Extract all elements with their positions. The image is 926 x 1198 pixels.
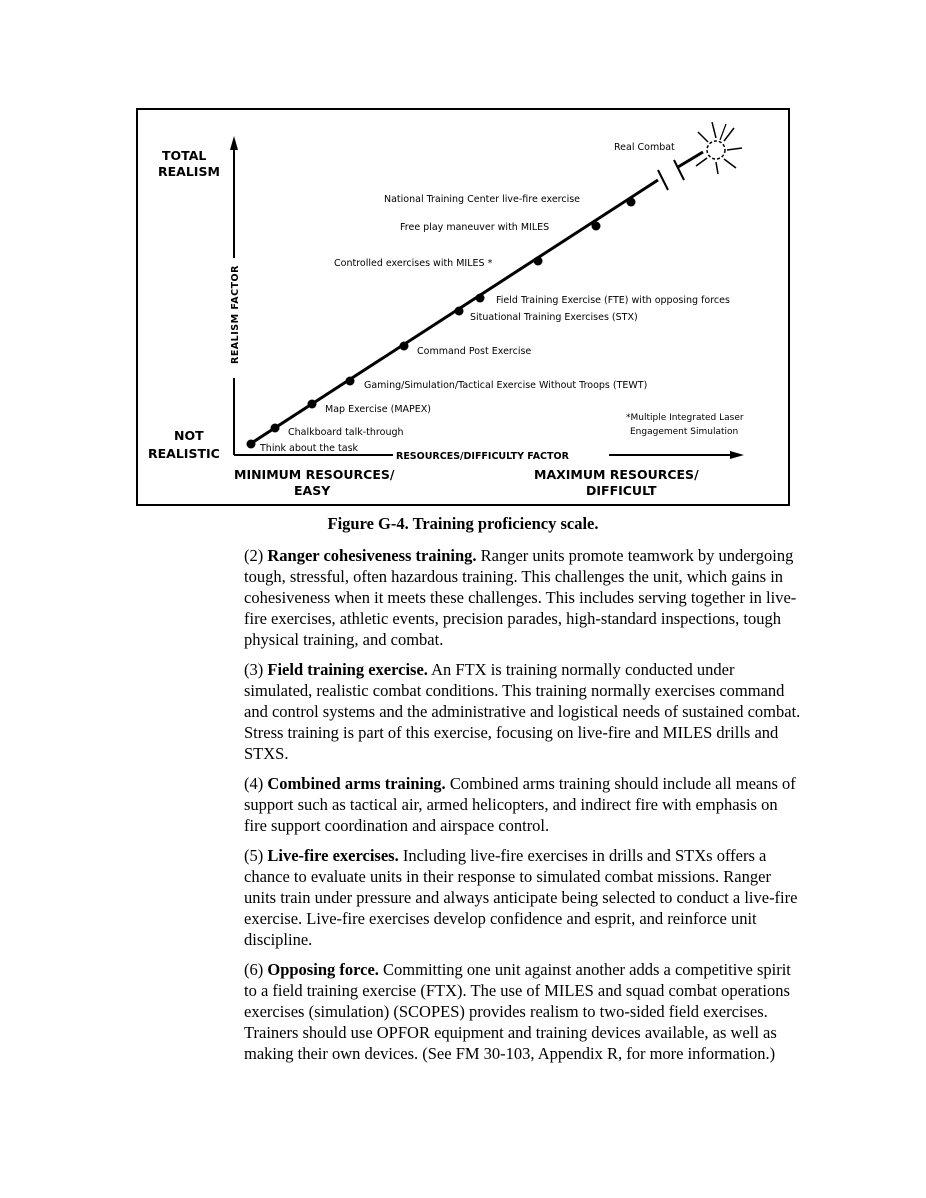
label-mapex: Map Exercise (MAPEX) xyxy=(325,404,431,415)
point-free-play-miles xyxy=(592,222,601,231)
paragraph-field-training xyxy=(244,659,804,764)
label-controlled-miles: Controlled exercises with MILES * xyxy=(334,258,493,269)
point-controlled-miles xyxy=(534,257,543,266)
paragraph-combined-arms xyxy=(244,773,804,836)
paragraph-heading: Ranger cohesiveness training. xyxy=(267,546,477,565)
paragraph-number: (6) xyxy=(244,960,264,979)
paragraph-ranger-cohesiveness xyxy=(244,545,804,650)
y-top-label-line1: TOTAL xyxy=(162,148,207,163)
y-axis-arrowhead xyxy=(230,136,238,150)
footnote-line2: Engagement Simulation xyxy=(630,427,739,437)
point-stx xyxy=(455,307,464,316)
point-ntc xyxy=(627,198,636,207)
paragraph-opposing-force xyxy=(244,959,804,1064)
x-right-label-line1: MAXIMUM RESOURCES/ xyxy=(534,467,699,482)
point-chalkboard xyxy=(271,424,280,433)
x-right-label-line2: DIFFICULT xyxy=(586,483,657,498)
paragraph-heading: Live-fire exercises. xyxy=(267,846,399,865)
y-bottom-label-line1: NOT xyxy=(174,428,204,443)
label-fte: Field Training Exercise (FTE) with opposing forces xyxy=(496,295,730,306)
point-command-post xyxy=(400,342,409,351)
paragraph-text: Including live-fire exercises in drills and STXs offers a chance to evaluate units in their response to simulated combat missions. Ranger units train under pressure and always anticipate being selected to conduct a live-fire exercise. Live-fire exercises develop confidence and esprit, and reinforce unit discipline. xyxy=(244,846,798,949)
paragraph-number: (5) xyxy=(244,846,264,865)
paragraph-heading: Combined arms training. xyxy=(267,774,446,793)
figure-caption: Figure G-4. Training proficiency scale. xyxy=(327,514,599,533)
break-mark-1 xyxy=(658,170,668,190)
paragraph-text: Committing one unit against another adds a competitive spirit to a field training exercise (FTX). The use of MILES and squad combat operations exercises (simulation) (SCOPES) provides realism to two-sided field exercises. Trainers should use OPFOR equipment and training devices available, as well as making their own devices. (See FM 30-103, Appendix R, for more information.) xyxy=(244,960,791,1063)
point-mapex xyxy=(308,400,317,409)
label-ntc: National Training Center live-fire exercise xyxy=(384,194,581,205)
point-gaming-tewt xyxy=(346,377,355,386)
progression-line-final xyxy=(678,152,703,167)
y-bottom-label-line2: REALISTIC xyxy=(148,446,220,461)
footnote-line1: *Multiple Integrated Laser xyxy=(626,413,744,423)
label-command-post: Command Post Exercise xyxy=(417,346,532,357)
paragraph-number: (2) xyxy=(244,546,264,565)
point-think-about-task xyxy=(247,440,256,449)
body-text xyxy=(244,545,804,1073)
paragraph-number: (3) xyxy=(244,660,264,679)
point-fte xyxy=(476,294,485,303)
paragraph-text: Ranger units promote teamwork by undergoing tough, stressful, often hazardous training. This challenges the unit, which gains in cohesiveness when it meets these challenges. This includes serving together in live-fire exercises, athletic events, precision parades, high-standard inspections, tough physical training, and combat. xyxy=(244,546,797,649)
paragraph-heading: Field training exercise. xyxy=(267,660,428,679)
x-axis-arrowhead xyxy=(730,451,744,459)
label-real-combat: Real Combat xyxy=(614,142,675,153)
x-left-label-line2: EASY xyxy=(294,483,331,498)
paragraph-heading: Opposing force. xyxy=(267,960,379,979)
paragraph-number: (4) xyxy=(244,774,264,793)
label-think-about-task: Think about the task xyxy=(260,443,359,454)
label-chalkboard: Chalkboard talk-through xyxy=(288,427,404,438)
label-gaming-tewt: Gaming/Simulation/Tactical Exercise Without Troops (TEWT) xyxy=(364,380,648,391)
real-combat-burst-icon xyxy=(696,122,742,174)
label-free-play-miles: Free play maneuver with MILES xyxy=(400,222,550,233)
x-axis-label: RESOURCES/DIFFICULTY FACTOR xyxy=(396,451,569,462)
paragraph-text: An FTX is training normally conducted under simulated, realistic combat conditions. This training normally exercises command and control systems and the administrative and logistical needs of sustained combat. Stress training is part of this exercise, focusing on live-fire and MILES drills and STXS. xyxy=(244,660,801,763)
figure-training-proficiency-scale xyxy=(136,108,790,506)
figure-diagram xyxy=(138,110,788,504)
paragraph-live-fire xyxy=(244,845,804,950)
paragraph-text: Combined arms training should include all means of support such as tactical air, armed helicopters, and indirect fire with emphasis on fire support coordination and airspace control. xyxy=(244,774,796,835)
y-top-label-line2: REALISM xyxy=(158,164,220,179)
y-axis-label: REALISM FACTOR xyxy=(230,265,241,364)
x-left-label-line1: MINIMUM RESOURCES/ xyxy=(234,467,395,482)
label-stx: Situational Training Exercises (STX) xyxy=(470,312,638,323)
